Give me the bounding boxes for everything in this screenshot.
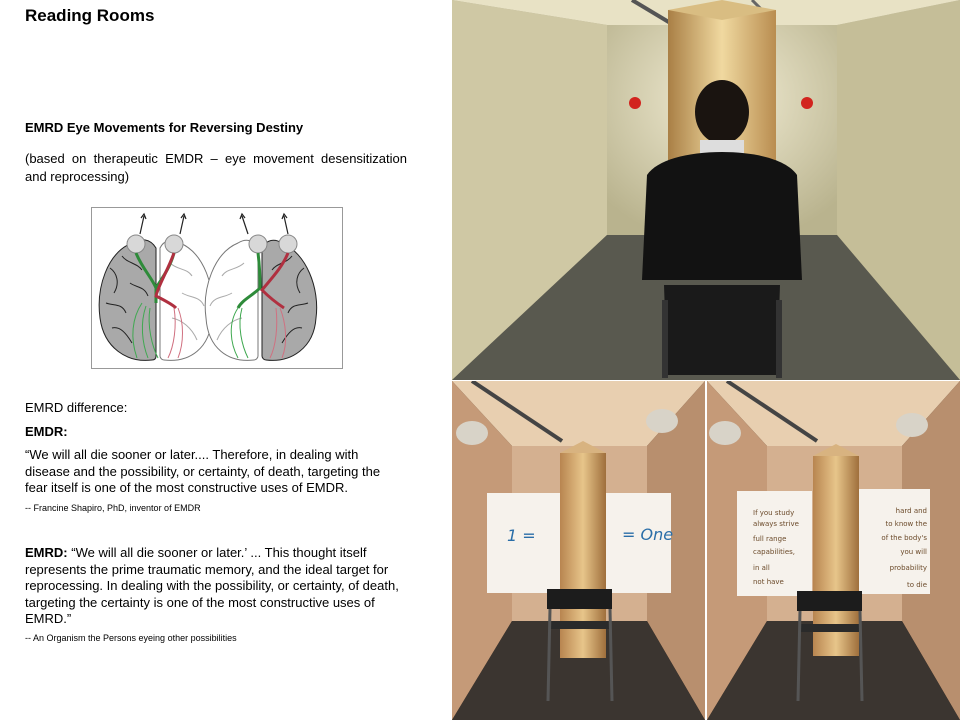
sign-right-text: = One bbox=[622, 525, 674, 544]
photo-reading-room-text bbox=[707, 381, 960, 720]
emrd-label: EMRD: bbox=[25, 545, 68, 560]
emrd-title: EMRD Eye Movements for Reversing Destiny bbox=[25, 120, 304, 135]
right-brain-illustration bbox=[205, 214, 316, 360]
sign-left-text: 1 = bbox=[507, 526, 536, 545]
emrd-quote: “We will all die sooner or later.’ ... This thought itself represents the prime traumatic memory, and the ideal target for reprocessing. In dealing with the possibility, or certainty, of death, targeting the certainty is one of the most constructive uses of EMRD.” bbox=[25, 545, 399, 626]
sign-right-line: of the body's bbox=[881, 534, 927, 542]
page-title: Reading Rooms bbox=[25, 6, 155, 25]
sign-left-line: capabilities, bbox=[753, 548, 796, 556]
sign-right-line: to know the bbox=[885, 520, 927, 528]
emrd-attribution: -- An Organism the Persons eyeing other possibilities bbox=[25, 633, 237, 643]
sign-left-line: full range bbox=[753, 535, 787, 543]
left-brain-illustration bbox=[99, 214, 213, 360]
sign-left-line: always strive bbox=[753, 520, 799, 528]
brain-diagram bbox=[91, 207, 343, 369]
difference-heading: EMRD difference: bbox=[25, 400, 128, 415]
sign-right-line: to die bbox=[907, 581, 927, 589]
sign-left-line: If you study bbox=[753, 509, 795, 517]
sign-right-line: probability bbox=[889, 564, 927, 572]
emdr-label: EMDR: bbox=[25, 424, 68, 439]
emdr-quote: “We will all die sooner or later.... Therefore, in dealing with disease and the possibility, or certainty, of death, targeting the fear itself is one of the most constructive uses of EMDR. bbox=[25, 447, 381, 495]
photo-reading-room-one bbox=[452, 381, 705, 720]
sign-left-line: not have bbox=[753, 578, 784, 586]
sign-right-line: you will bbox=[900, 548, 927, 556]
emrd-quote-block bbox=[25, 545, 400, 628]
sign-right-line: hard and bbox=[895, 507, 927, 515]
emdr-attribution: -- Francine Shapiro, PhD, inventor of EMDR bbox=[25, 503, 201, 513]
emrd-description: (based on therapeutic EMDR – eye movement desensitization and reprocessing) bbox=[25, 151, 407, 184]
photo-reading-room-person bbox=[452, 0, 960, 380]
sign-left-line: in all bbox=[753, 564, 770, 572]
